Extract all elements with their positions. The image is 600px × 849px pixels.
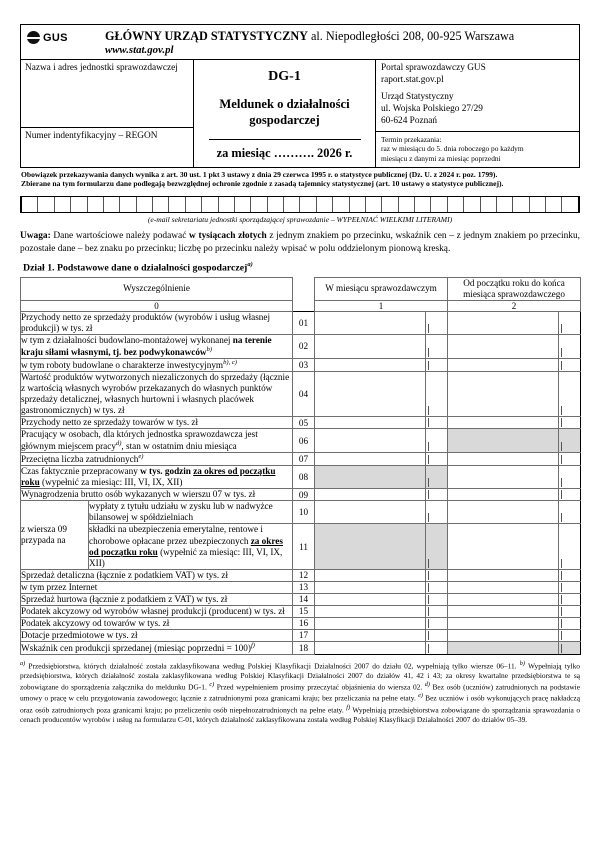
colnum-2: 2 [448, 300, 581, 311]
row-number: 17 [293, 629, 315, 641]
email-char-cell[interactable] [546, 197, 562, 212]
table-row [21, 371, 581, 416]
email-char-cell[interactable] [464, 197, 480, 212]
email-char-cell[interactable] [284, 197, 300, 212]
table-row [21, 581, 581, 593]
th-specification: Wyszczególnienie [21, 277, 293, 300]
table-row [21, 501, 581, 524]
reporting-period[interactable]: za miesiąc ………. 2026 r. [216, 145, 353, 160]
row-footnote-ref: f) [250, 641, 255, 649]
value-cell-ytd-main[interactable] [448, 334, 559, 358]
value-cell-month-decimal[interactable] [426, 334, 448, 358]
email-char-cell[interactable] [481, 197, 497, 212]
row-label-text: w tym z działalności budowlano-montażowej wykonanej [21, 334, 233, 345]
header-form-identity [194, 60, 376, 166]
row-label-text: wypłaty z tytułu udziału w zysku lub w nadwyżce bilansowej w spółdzielniach [89, 501, 273, 523]
email-char-cell[interactable] [317, 197, 333, 212]
value-cell-ytd-main[interactable] [448, 617, 559, 629]
value-cell-month-main[interactable] [315, 593, 426, 605]
table-row [21, 629, 581, 641]
email-char-cell[interactable] [169, 197, 185, 212]
email-char-cell[interactable] [251, 197, 267, 212]
office-name: GŁÓWNY URZĄD STATYSTYCZNY [105, 29, 308, 43]
email-char-cell[interactable] [350, 197, 366, 212]
table-row [21, 417, 581, 429]
email-char-cell[interactable] [88, 197, 104, 212]
local-office-street: ul. Wojska Polskiego 27/29 [381, 104, 483, 115]
email-char-cell[interactable] [366, 197, 382, 212]
row-label-bold: w tys. godzin [140, 466, 191, 477]
row-label-text: składki na ubezpieczenia emerytalne, rentowe i chorobowe opłacane przez ubezpieczonych [89, 524, 263, 546]
email-char-cell[interactable] [415, 197, 431, 212]
row-label-text: Dotacje przedmiotowe w tys. zł [21, 629, 138, 640]
value-cell-ytd-main[interactable] [448, 453, 559, 466]
row-label-text: Sprzedaż detaliczna (łącznie z podatkiem VAT) w tys. zł [21, 569, 229, 580]
row-label-text: Podatek akcyzowy od wyrobów własnej produkcji (producent) w tys. zł [21, 605, 285, 616]
row-number: 12 [293, 569, 315, 581]
value-cell-month-main[interactable] [315, 629, 426, 641]
email-char-cell[interactable] [219, 197, 235, 212]
value-cell-ytd-decimal[interactable] [559, 489, 581, 501]
value-cell-month-main[interactable] [315, 581, 426, 593]
row-label-text: Czas faktycznie przepracowany [21, 466, 141, 477]
value-cell-ytd-decimal[interactable] [559, 524, 581, 569]
row-number: 09 [293, 489, 315, 501]
deadline-line-1: raz w miesiącu do 5. dnia roboczego po każdym [381, 144, 524, 154]
value-cell-ytd-decimal[interactable] [559, 605, 581, 617]
deadline-title: Termin przekazania: [381, 134, 442, 144]
row-number: 01 [293, 311, 315, 334]
table-row [21, 617, 581, 629]
row-label [21, 311, 293, 334]
value-cell-ytd-main[interactable] [448, 524, 559, 569]
value-cell-ytd-main[interactable] [448, 569, 559, 581]
value-cell-ytd-decimal[interactable] [559, 311, 581, 334]
fill-instructions [20, 230, 580, 255]
footnote-marker-f: f) [346, 703, 351, 711]
footnote-marker-d: d) [424, 681, 430, 689]
merged-row-label [21, 501, 89, 569]
row-label-text-2: , stan w ostatnim dniu miesiąca [121, 441, 237, 452]
table-row [21, 358, 581, 371]
footnote-text-f: Wypełniają przedsiębiorstwa zobowiązane do sporządzania sprawozdania o cenach producentów wyrobów i usług na formularzu C-01, których działalność zaklasyfikowana została według Polskiej Klasyfikacji Działalności 2007 do działów 05–39. [20, 705, 581, 724]
row-label [21, 581, 293, 593]
notice-label: Uwaga: [20, 231, 51, 242]
row-label-text-2: (wypełnić za miesiąc: III, VI, IX, XII) [39, 477, 183, 488]
colnum-1: 1 [315, 300, 448, 311]
row-label-bold: na terenie kraju siłami własnymi, tj. bez podwykonawców [21, 334, 272, 357]
table-row [21, 641, 581, 654]
deadline-block [376, 132, 579, 167]
form-title: Meldunek o działalności gospodarczej [219, 97, 350, 128]
value-cell-month-decimal[interactable] [426, 605, 448, 617]
value-cell-ytd-decimal[interactable] [559, 641, 581, 654]
gus-logo-text: GUS [43, 31, 68, 44]
value-cell-month-decimal[interactable] [426, 358, 448, 371]
table-row [21, 593, 581, 605]
value-cell-ytd-main[interactable] [448, 593, 559, 605]
value-cell-month-main[interactable] [315, 617, 426, 629]
footnote-text-d: Bez osób (uczniów) zatrudnionych na podstawie umowy o pracę w celu przygotowania zawodowego; łącznie z zatrudnionymi poza granicami kraju; bez przeliczania na pełne etaty. [20, 682, 581, 703]
value-cell-month-main[interactable] [315, 466, 426, 489]
value-cell-ytd-decimal[interactable] [559, 569, 581, 581]
email-char-cell[interactable] [71, 197, 87, 212]
notice-text-1: Dane wartościowe należy podawać [50, 231, 190, 242]
form-header [20, 24, 580, 168]
email-char-cell[interactable] [382, 197, 398, 212]
email-char-cell[interactable] [513, 197, 529, 212]
row-label [89, 524, 293, 569]
email-char-cell[interactable] [202, 197, 218, 212]
row-label [21, 453, 293, 466]
row-number: 07 [293, 453, 315, 466]
email-char-cell[interactable] [399, 197, 415, 212]
value-cell-month-decimal[interactable] [426, 617, 448, 629]
value-cell-ytd-decimal[interactable] [559, 358, 581, 371]
footnotes [20, 660, 580, 725]
email-char-cell[interactable] [153, 197, 169, 212]
value-cell-month-decimal[interactable] [426, 641, 448, 654]
value-cell-month-decimal[interactable] [426, 311, 448, 334]
table-row [21, 466, 581, 489]
value-cell-month-main[interactable] [315, 371, 426, 416]
email-input[interactable] [20, 196, 580, 213]
value-cell-month-decimal[interactable] [426, 489, 448, 501]
table-row [21, 605, 581, 617]
footnote-text-b: Wypełniają tylko przedsiębiorstwa, których działalność została zaklasyfikowana według Polskiej Klasyfikacji Działalności 2007 do działów 41, 42 i 43; za okresy kwartalne przedsiębiorstwa te są zobowiązane do sporządzenia załącznika do meldunku DG-1. [20, 661, 581, 692]
footnote-marker-b: b) [519, 659, 525, 667]
table-row [21, 429, 581, 453]
row-footnote-ref: e) [138, 453, 144, 461]
value-cell-month-decimal[interactable] [426, 501, 448, 524]
value-cell-ytd-decimal[interactable] [559, 501, 581, 524]
email-char-cell[interactable] [562, 197, 577, 212]
value-cell-ytd-main[interactable] [448, 605, 559, 617]
local-office-name: Urząd Statystyczny [381, 92, 454, 103]
email-char-cell[interactable] [137, 197, 153, 212]
value-cell-ytd-decimal[interactable] [559, 617, 581, 629]
legal-notice [20, 168, 580, 189]
email-char-cell[interactable] [22, 197, 38, 212]
table-row [21, 489, 581, 501]
legal-line-1: Obowiązek przekazywania danych wynika z art. 30 ust. 1 pkt 3 ustawy z dnia 29 czerwca 1995 r. o statystyce publicznej (Dz. U. z 2024 r. poz. 1799). [21, 169, 498, 179]
row-label [21, 334, 293, 358]
value-cell-ytd-main[interactable] [448, 641, 559, 654]
email-char-cell[interactable] [431, 197, 447, 212]
value-cell-month-decimal[interactable] [426, 593, 448, 605]
value-cell-month-main[interactable] [315, 358, 426, 371]
row-number: 15 [293, 605, 315, 617]
value-cell-ytd-decimal[interactable] [559, 581, 581, 593]
th-current-month: W miesiącu sprawozdawczym [315, 277, 448, 300]
value-cell-ytd-main[interactable] [448, 371, 559, 416]
value-cell-ytd-decimal[interactable] [559, 429, 581, 453]
value-cell-month-main[interactable] [315, 569, 426, 581]
notice-bold-1: w tysiącach złotych [189, 231, 267, 242]
row-label [21, 569, 293, 581]
row-label-underline: za okres od początku roku [21, 466, 276, 488]
data-table [20, 277, 581, 655]
local-office-city: 60-624 Poznań [381, 115, 438, 126]
row-number: 05 [293, 417, 315, 429]
value-cell-month-decimal[interactable] [426, 466, 448, 489]
value-cell-ytd-decimal[interactable] [559, 371, 581, 416]
value-cell-month-decimal[interactable] [426, 524, 448, 569]
value-cell-month-main[interactable] [315, 489, 426, 501]
row-label-text: Sprzedaż hurtowa (łącznie z podatkiem z VAT) w tys. zł [21, 593, 228, 604]
email-char-cell[interactable] [448, 197, 464, 212]
th-year-to-date [448, 277, 581, 300]
section-heading [20, 261, 580, 273]
row-number: 04 [293, 371, 315, 416]
header-top-bar [21, 25, 579, 59]
value-cell-month-main[interactable] [315, 605, 426, 617]
value-cell-month-decimal[interactable] [426, 569, 448, 581]
email-char-cell[interactable] [530, 197, 546, 212]
row-footnote-ref: d) [115, 440, 122, 448]
row-label-text-2: (wypełnić za miesiąc: III, VI, IX, XII) [89, 546, 283, 568]
row-label-text: Wartość produktów wytworzonych niezaliczonych do sprzedaży (łącznie z wartością własnych wyrobów przekazanych do własnych punktów sprzedaży detalicznej, własnych hurtowni i własnych placówek gastronomicznych) w tys. zł [21, 371, 290, 416]
value-cell-ytd-main[interactable] [448, 629, 559, 641]
row-label-text: w tym przez Internet [21, 581, 98, 592]
value-cell-month-main[interactable] [315, 334, 426, 358]
value-cell-month-decimal[interactable] [426, 629, 448, 641]
notice-text-2: z jednym znakiem po przecinku, wskaźnik cen – z jednym znakiem po przecinku, pozostałe dane – bez znaku po przecinku; liczbę po przecinku należy wpisać w polu oddzielonym pionową kreską. [20, 231, 581, 254]
gus-logo-icon [27, 31, 40, 44]
email-caption: (e-mail sekretariatu jednostki sporządzającej sprawozdanie – WYPEŁNIAĆ WIELKIMI LITERAMI) [147, 215, 453, 225]
office-website: www.stat.gov.pl [105, 44, 174, 57]
section-title-footnote-ref: a) [247, 261, 253, 269]
header-grid [21, 59, 579, 166]
value-cell-ytd-main[interactable] [448, 358, 559, 371]
value-cell-month-main[interactable] [315, 429, 426, 453]
value-cell-ytd-decimal[interactable] [559, 417, 581, 429]
footnote-text-e: Bez uczniów i osób wykonujących pracę nakładczą oraz osób zatrudnionych poza granicami kraju; po przeliczeniu osób niepełnozatrudnionych na pełne etaty. [20, 693, 580, 715]
row-label [21, 371, 293, 416]
row-label-text: Wskaźnik cen produkcji sprzedanej (miesiąc poprzedni = 100) [21, 642, 251, 653]
row-label [21, 629, 293, 641]
email-char-cell[interactable] [186, 197, 202, 212]
value-cell-month-main[interactable] [315, 641, 426, 654]
deadline-line-2: miesiącu z danymi za miesiąc poprzedni [381, 154, 501, 164]
email-char-cell[interactable] [235, 197, 251, 212]
header-left-column [21, 60, 194, 166]
value-cell-ytd-decimal[interactable] [559, 466, 581, 489]
row-label-text: Podatek akcyzowy od towarów w tys. zł [21, 617, 170, 628]
value-cell-ytd-main[interactable] [448, 311, 559, 334]
footnote-marker-a: a) [20, 659, 26, 667]
row-label-text: Pracujący w osobach, dla których jednostka sprawozdawcza jest głównym miejscem pracy [21, 429, 258, 452]
row-number: 03 [293, 358, 315, 371]
table-row [21, 453, 581, 466]
value-cell-ytd-decimal[interactable] [559, 593, 581, 605]
value-cell-ytd-main[interactable] [448, 417, 559, 429]
row-number: 13 [293, 581, 315, 593]
section-title: Dział 1. Podstawowe dane o działalności gospodarczej [23, 262, 248, 274]
row-label [21, 429, 293, 453]
office-name-line [105, 29, 573, 43]
value-cell-month-decimal[interactable] [426, 453, 448, 466]
regon-label: Numer indentyfikacyjny – REGON [25, 131, 158, 142]
value-cell-month-main[interactable] [315, 311, 426, 334]
header-titles [101, 29, 573, 56]
footnote-text-c: Przed wypełnieniem prosimy przeczytać objaśnienia do wiersza 02. [214, 682, 425, 692]
row-number: 16 [293, 617, 315, 629]
portal-url[interactable]: raport.stat.gov.pl [381, 75, 444, 86]
row-label [21, 358, 293, 371]
colnum-0: 0 [21, 300, 293, 311]
reporting-portal-block [376, 60, 579, 90]
row-label [21, 593, 293, 605]
row-number: 08 [293, 466, 315, 489]
divider [209, 139, 361, 140]
email-char-cell[interactable] [300, 197, 316, 212]
table-header-row [21, 277, 581, 300]
row-number: 18 [293, 641, 315, 654]
form-code: DG-1 [268, 69, 301, 85]
value-cell-month-main[interactable] [315, 501, 426, 524]
row-label-text: w tym roboty budowlane o charakterze inwestycyjnym [21, 359, 224, 370]
value-cell-ytd-main[interactable] [448, 489, 559, 501]
row-label-text: Przychody netto ze sprzedaży produktów (wyrobów i usług własnej produkcji) w tys. zł [21, 311, 271, 333]
value-cell-ytd-main[interactable] [448, 466, 559, 489]
table-row [21, 524, 581, 569]
header-right-column [376, 60, 579, 166]
footnote-text-a: Przedsiębiorstwa, których działalność została zaklasyfikowana według Polskiej Klasyfikacji Działalności 2007 do działu 02, wypełniają tylko wiersze 06–11. [25, 661, 520, 671]
portal-label: Portal sprawozdawczy GUS [381, 63, 486, 74]
value-cell-ytd-decimal[interactable] [559, 334, 581, 358]
footnote-marker-e: e) [418, 692, 423, 700]
th-ytd-line1: Od początku roku do końca [463, 277, 565, 288]
row-label-text: Wynagrodzenia brutto osób wykazanych w wierszu 07 w tys. zł [21, 489, 256, 500]
table-row [21, 334, 581, 358]
email-char-cell[interactable] [38, 197, 54, 212]
value-cell-month-main[interactable] [315, 453, 426, 466]
table-row [21, 569, 581, 581]
email-char-cell[interactable] [55, 197, 71, 212]
gus-logo [27, 29, 101, 44]
row-label [21, 417, 293, 429]
value-cell-month-main[interactable] [315, 524, 426, 569]
value-cell-ytd-main[interactable] [448, 581, 559, 593]
value-cell-ytd-decimal[interactable] [559, 453, 581, 466]
value-cell-month-decimal[interactable] [426, 417, 448, 429]
row-label [21, 466, 293, 489]
row-label [21, 489, 293, 501]
row-label [21, 617, 293, 629]
merged-label-line-2: przypada na [21, 535, 66, 546]
row-number: 10 [293, 501, 315, 524]
row-number: 06 [293, 429, 315, 453]
th-ytd-line2: miesiąca sprawozdawczego [463, 288, 565, 299]
row-label-text: Przychody netto ze sprzedaży towarów w tys. zł [21, 417, 199, 428]
local-office-block [376, 90, 579, 132]
row-number: 02 [293, 334, 315, 358]
footnote-marker-c: c) [209, 681, 215, 689]
regon-field[interactable] [21, 127, 193, 166]
row-label [21, 605, 293, 617]
row-label-underline: za okres od początku roku [89, 535, 283, 557]
value-cell-month-decimal[interactable] [426, 581, 448, 593]
value-cell-ytd-main[interactable] [448, 429, 559, 453]
email-char-cell[interactable] [497, 197, 513, 212]
legal-line-2: Zbierane na tym formularzu dane podlegają bezwzględnej ochronie zgodnie z zasadą tajemnicy statystycznej (art. 10 ustawy o statystyce publicznej). [21, 179, 504, 189]
row-number: 11 [293, 524, 315, 569]
table-column-numbers-row [21, 300, 581, 311]
value-cell-month-decimal[interactable] [426, 371, 448, 416]
email-char-cell[interactable] [104, 197, 120, 212]
merged-label-line-1: z wiersza 09 [21, 523, 67, 534]
value-cell-ytd-main[interactable] [448, 501, 559, 524]
value-cell-month-main[interactable] [315, 417, 426, 429]
email-char-cell[interactable] [333, 197, 349, 212]
value-cell-month-decimal[interactable] [426, 429, 448, 453]
email-char-cell[interactable] [268, 197, 284, 212]
office-address: al. Niepodległości 208, 00-925 Warszawa [310, 29, 515, 43]
row-label-text: Przeciętna liczba zatrudnionych [21, 454, 139, 465]
row-footnote-ref: b), c) [223, 358, 237, 366]
row-label [21, 641, 293, 654]
table-row [21, 311, 581, 334]
email-char-cell[interactable] [120, 197, 136, 212]
unit-name-address-field[interactable] [21, 60, 193, 127]
row-number: 14 [293, 593, 315, 605]
unit-name-address-label: Nazwa i adres jednostki sprawozdawczej [25, 63, 178, 74]
row-label [89, 501, 293, 524]
row-footnote-ref: b) [206, 345, 213, 353]
email-field-group [20, 196, 580, 224]
value-cell-ytd-decimal[interactable] [559, 629, 581, 641]
